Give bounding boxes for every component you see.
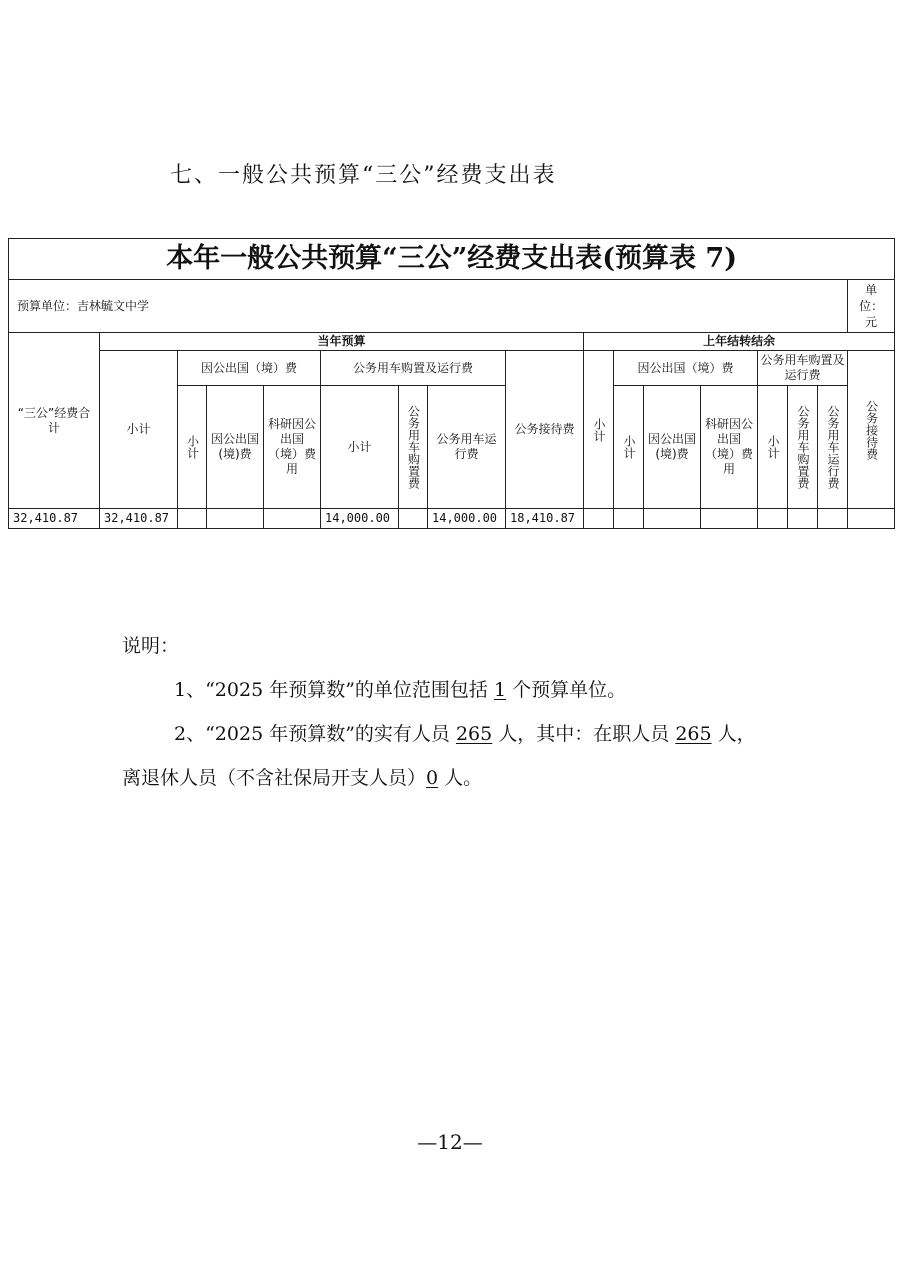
- notes-label: 说明：: [122, 635, 180, 657]
- note-item-1: 1、“2025 年预算数”的单位范围包括 1 个预算单位。: [174, 679, 627, 701]
- header-ly-vehicle-purchase: 公务用车购置费: [788, 386, 818, 509]
- budget-unit-label: 预算单位：吉林毓文中学: [9, 280, 848, 333]
- header-vehicle-running: 公务用车运行费: [428, 386, 506, 509]
- header-subtotal: 小计: [100, 351, 178, 509]
- header-last-year: 上年结转结余: [584, 333, 895, 351]
- header-ly-research-abroad: 科研因公出国（境）费用: [701, 386, 758, 509]
- cell-ly-subtotal: [584, 509, 614, 529]
- cell-reception: 18,410.87: [506, 509, 584, 529]
- cell-vehicle-running: 14,000.00: [428, 509, 506, 529]
- cell-vehicle-purchase: [399, 509, 428, 529]
- cell-ly-abroad-subtotal: [614, 509, 644, 529]
- header-current-year: 当年预算: [100, 333, 584, 351]
- table-row: [9, 509, 895, 529]
- header-ly-abroad-trip: 因公出国(境)费: [644, 386, 701, 509]
- cell-ly-vehicle-subtotal: [758, 509, 788, 529]
- note-item-2: 2、“2025 年预算数”的实有人员 265 人，其中：在职人员 265 人，: [174, 723, 756, 745]
- header-ly-subtotal: 小计: [584, 351, 614, 509]
- cell-ly-vehicle-running: [818, 509, 848, 529]
- cell-ly-research: [701, 509, 758, 529]
- header-ly-vehicle: 公务用车购置及运行费: [758, 351, 848, 386]
- currency-unit-label: 单 位： 元: [848, 280, 895, 333]
- cell-ly-reception: [848, 509, 895, 529]
- header-ly-reception: 公务接待费: [848, 351, 895, 509]
- header-ly-abroad: 因公出国（境）费: [614, 351, 758, 386]
- header-vehicle-subtotal: 小计: [321, 386, 399, 509]
- header-reception: 公务接待费: [506, 351, 584, 509]
- onduty-staff-value: 265: [675, 723, 712, 745]
- header-vehicle-purchase: 公务用车购置费: [399, 386, 428, 509]
- page-number: —12—: [417, 1130, 483, 1154]
- cell-ly-abroad-trip: [644, 509, 701, 529]
- cell-total: 32,410.87: [9, 509, 100, 529]
- retired-staff-value: 0: [426, 767, 439, 789]
- header-ly-abroad-subtotal: 小计: [614, 386, 644, 509]
- header-vehicle: 公务用车购置及运行费: [321, 351, 506, 386]
- cell-abroad-trip: [207, 509, 264, 529]
- cell-vehicle-subtotal: 14,000.00: [321, 509, 399, 529]
- note-item-2-continued: 离退休人员（不含社保局开支人员）0 人。: [122, 767, 483, 789]
- three-public-expenses-table: [8, 238, 895, 529]
- table-title: 本年一般公共预算“三公”经费支出表(预算表 7): [9, 239, 895, 280]
- header-abroad: 因公出国（境）费: [178, 351, 321, 386]
- header-total: “三公”经费合计: [9, 333, 100, 509]
- cell-research-abroad: [264, 509, 321, 529]
- header-ly-vehicle-subtotal: 小计: [758, 386, 788, 509]
- header-abroad-trip: 因公出国(境)费: [207, 386, 264, 509]
- notes-section: [122, 624, 802, 800]
- actual-staff-value: 265: [455, 723, 493, 745]
- unit-count-value: 1: [493, 679, 507, 701]
- cell-subtotal: 32,410.87: [100, 509, 178, 529]
- cell-ly-vehicle-purchase: [788, 509, 818, 529]
- section-heading: 七、一般公共预算“三公”经费支出表: [170, 163, 557, 188]
- cell-abroad-subtotal: [178, 509, 207, 529]
- header-abroad-subtotal: 小计: [178, 386, 207, 509]
- header-ly-vehicle-running: 公务用车运行费: [818, 386, 848, 509]
- header-research-abroad: 科研因公出国（境）费用: [264, 386, 321, 509]
